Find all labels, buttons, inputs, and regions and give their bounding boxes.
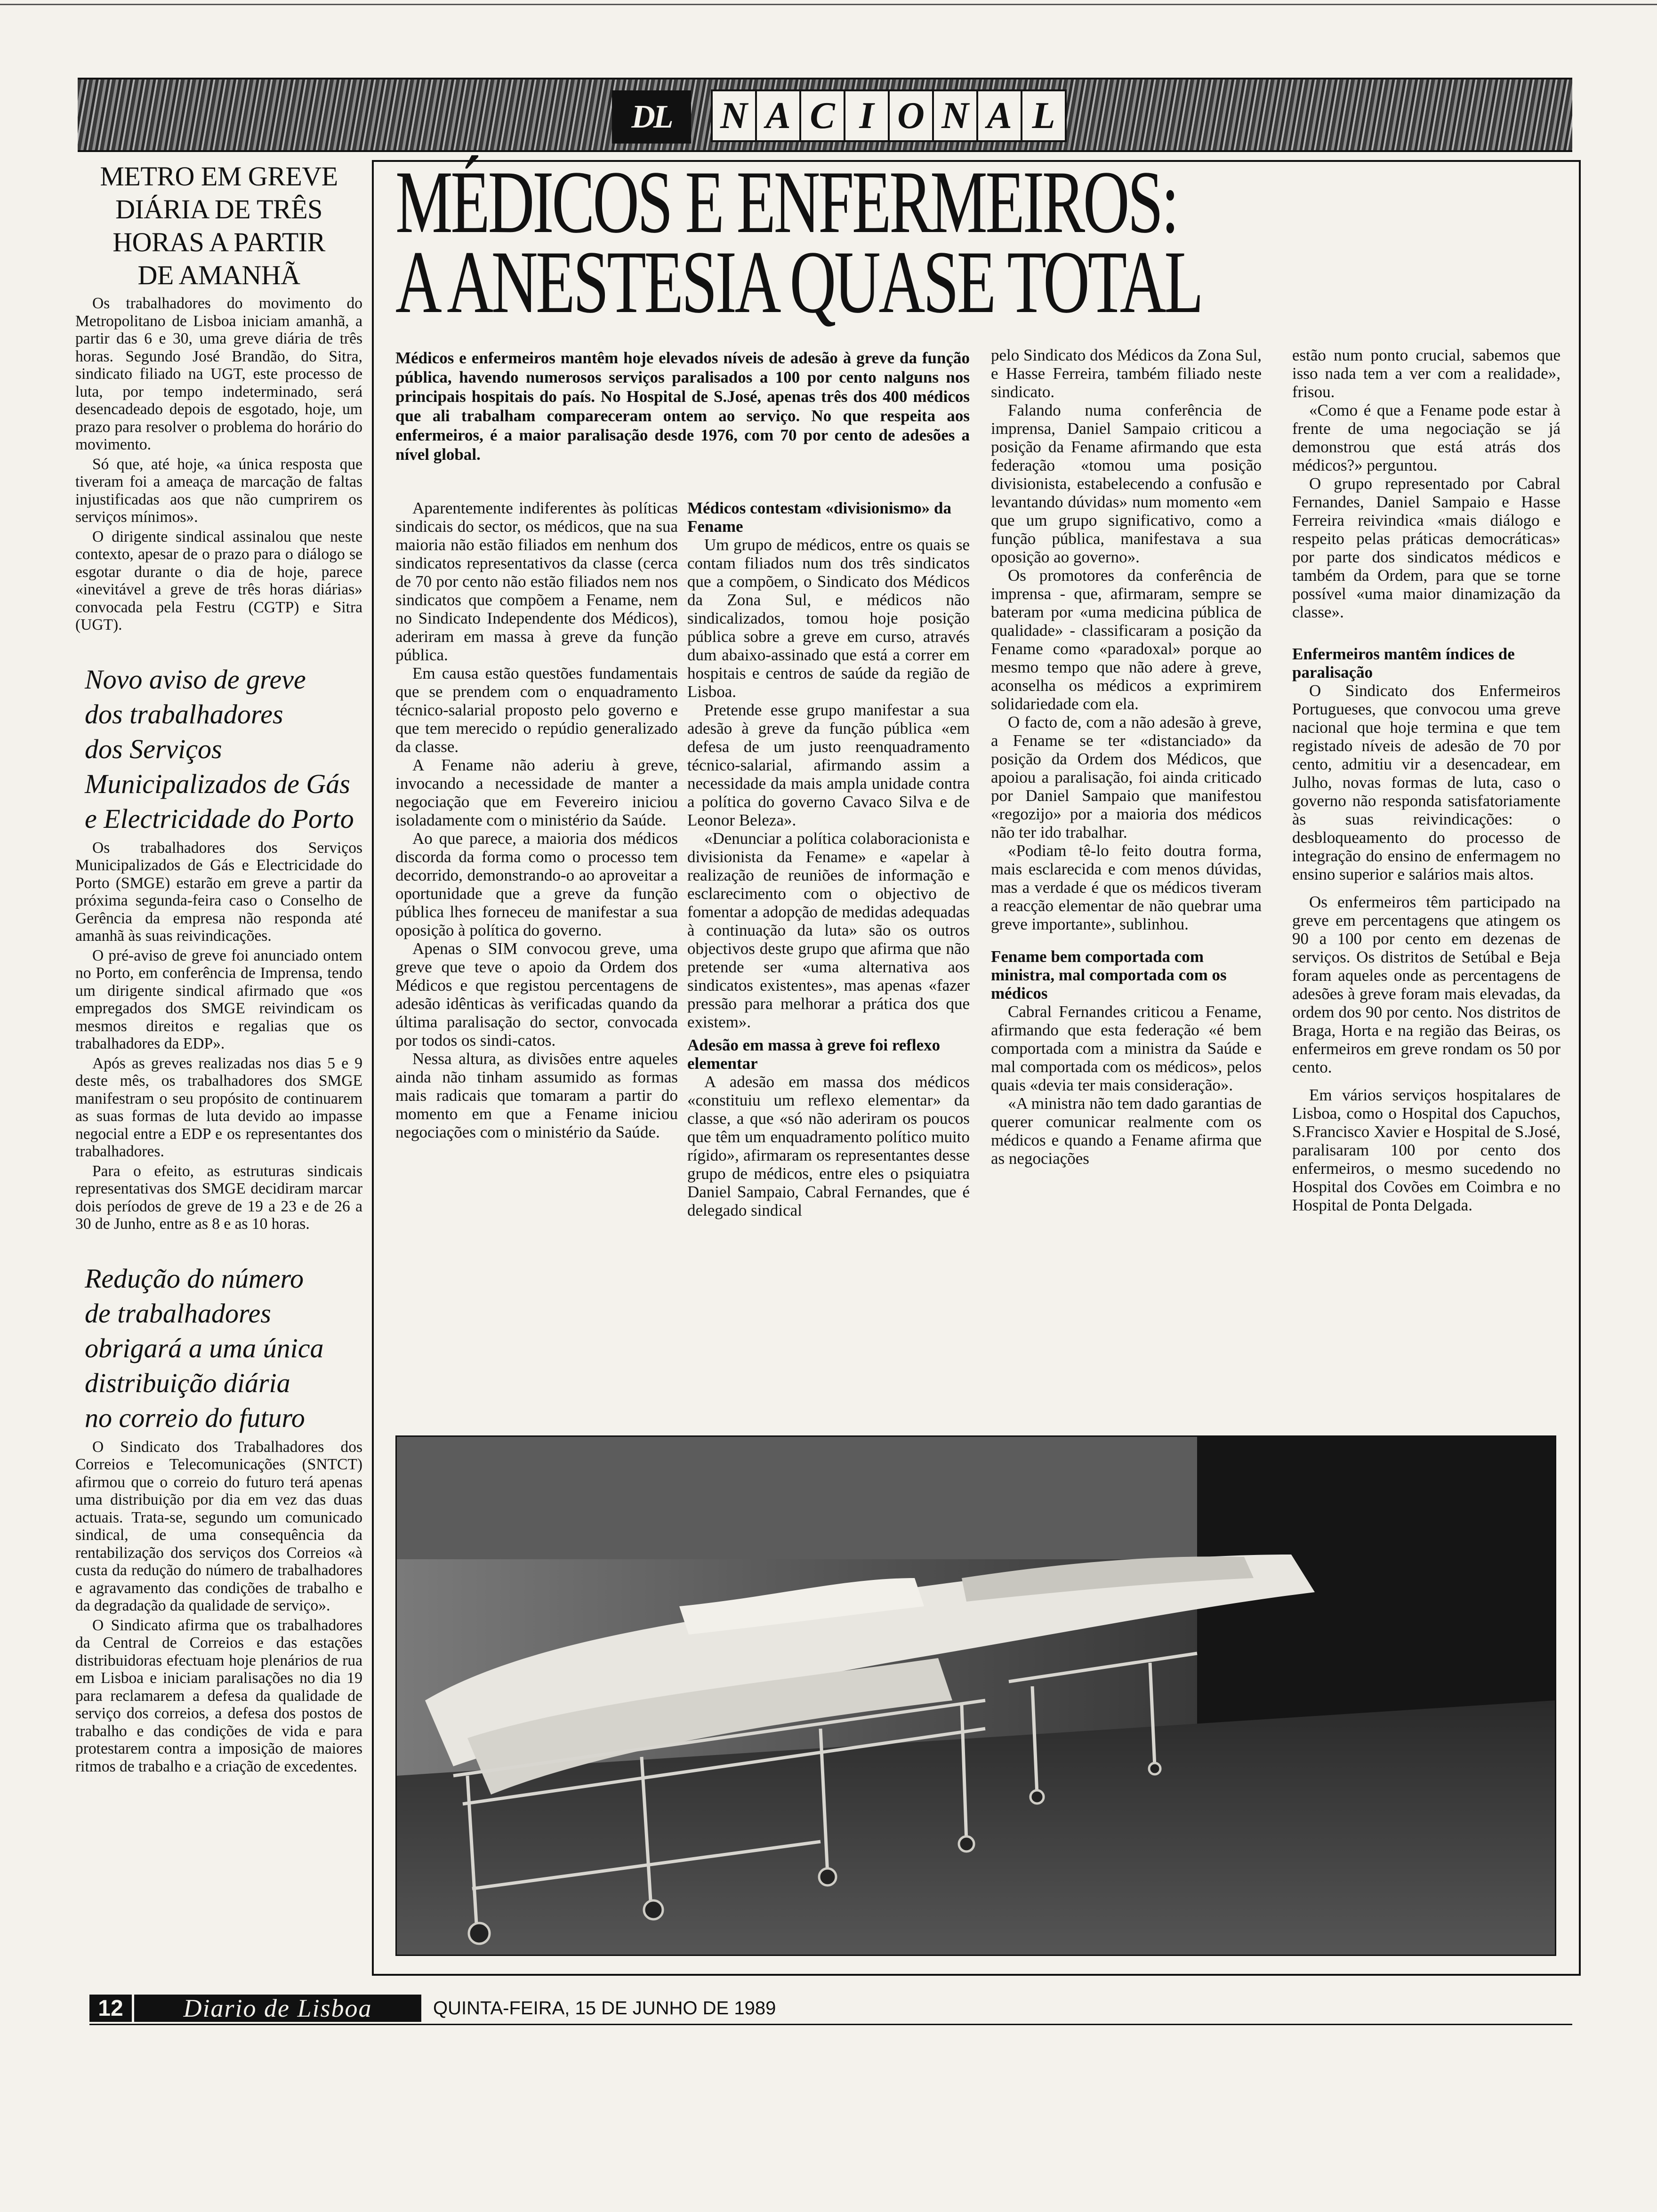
paragraph: Ao que parece, a maioria dos médicos discorda da forma como o processo tem decorrido, demonstrando-o ao aproveitar a oportunidade que a greve da função pública lhes forneceu de manifestar a sua oposição à política do governo. <box>395 829 678 939</box>
paragraph: Só que, até hoje, «a única resposta que tiveram foi a ameaça de marcação de faltas injustificadas aos que não cumprirem os serviços mínimos». <box>75 455 362 526</box>
headline-line: Municipalizados de Gás <box>85 768 350 799</box>
paragraph: pelo Sindicato dos Médicos da Zona Sul, e Hasse Ferreira, também filiado neste sindicato. <box>991 346 1262 401</box>
paragraph: Os promotores da conferência de imprensa - que, afirmaram, sempre se bateram por «uma medicina pública de qualidade» - classificaram a posição da Fename como «paradoxal» porque ao mesmo tempo que não adere à greve, aconselha os médicos a exprimirem solidariedade com ela. <box>991 566 1262 713</box>
article-column-4 <box>1292 346 1560 1214</box>
headline-line: MÉDICOS E ENFERMEIROS: <box>395 153 1177 252</box>
paragraph: Os trabalhadores dos Serviços Municipalizados de Gás e Electricidade do Porto (SMGE) estarão em greve a partir da próxima segunda-feira caso o Conselho de Gerência da empresa não responda até amanhã às suas reivindicações. <box>75 839 362 945</box>
paragraph: «Denunciar a política colaboracionista e divisionista da Fename» e «apelar à realização de reuniões de informação e esclarecimento com o objectivo de fomentar a adopção de medidas adequadas à continuação da luta» são os outros objectivos deste grupo que afirma que não pretende ser «uma alternativa aos sindicatos existentes», mas apenas «fazer pressão para melhorar a prática dos que existem». <box>687 829 970 1031</box>
paragraph: estão num ponto crucial, sabemos que isso nada tem a ver com a realidade», frisou. <box>1292 346 1560 401</box>
footer-rule <box>89 2024 1572 2025</box>
section-letter: A <box>976 89 1022 142</box>
section-letter: C <box>799 89 845 142</box>
paragraph: Apenas o SIM convocou greve, uma greve que teve o apoio da Ordem dos Médicos e que registou percentagens de adesão idênticas às verificadas quando da última paralisação do sector, convocada por todos os sindi-catos. <box>395 939 678 1050</box>
headline-line: e Electricidade do Porto <box>85 803 354 834</box>
paragraph: O pré-aviso de greve foi anunciado ontem no Porto, em conferência de Imprensa, tendo um dirigente sindical afirmado que «os empregados dos SMGE reivindicam os mesmos direitos e regalias que os trabalhadores da EDP». <box>75 946 362 1052</box>
headline-line: A ANESTESIA QUASE TOTAL <box>395 233 1202 332</box>
paragraph: «Como é que a Fename pode estar à frente de uma negociação se já demonstrou que está atrás dos médicos?» perguntou. <box>1292 401 1560 474</box>
paragraph: Aparentemente indiferentes às políticas sindicais do sector, os médicos, que na sua maioria não estão filiados em nenhum dos sindicatos representativos da classe (cerca de 70 por cento não estão filiados nem nos sindicatos que compõem a Fename, nem no Sindicato Independente dos Médicos), aderiram em massa à greve da função pública. <box>395 499 678 664</box>
article-lead: Médicos e enfermeiros mantêm hoje elevados níveis de adesão à greve da função pública, havendo numerosos serviços paralisados a 100 por cento nalguns nos principais hospitais do país. No Hospital de S.José, apenas três dos 400 médicos que ali trabalham compareceram ontem ao serviço. No que respeita aos enfermeiros, é a maior paralisação desde 1976, com 70 por cento de adesões a nível global. <box>395 349 970 464</box>
paragraph: Pretende esse grupo manifestar a sua adesão à greve da função pública «em defesa de um justo reenquadramento técnico-salarial, afirmando assim a necessidade da mais ampla unidade contra a política do governo Cavaco Silva e de Leonor Beleza». <box>687 701 970 829</box>
newspaper-logo: DL <box>612 90 691 144</box>
paragraph: O Sindicato dos Trabalhadores dos Correios e Telecomunicações (SNTCT) afirmou que o correio do futuro terá apenas uma distribuição por dia em vez das duas actuais. Trata-se, segundo um comunicado sindical, de uma consequência da rentabilização dos serviços dos Correios «à custa da redução do número de trabalhadores e agravamento das condições de trabalho e da degradação da qualidade de serviço». <box>75 1438 362 1614</box>
headline-line: Novo aviso de greve <box>85 664 306 695</box>
headline-line: de trabalhadores <box>85 1298 271 1329</box>
paragraph: O Sindicato dos Enfermeiros Portugueses, que convocou uma greve nacional que hoje termina e que tem registado níveis de adesão de 70 por cento, admitiu vir a desencadear, em Julho, novas formas de luta, caso o governo não responda satisfatoriamente às suas reivindicações: o desbloqueamento do processo de integração do ensino de enfermagem no ensino superior e salários mais altos. <box>1292 681 1560 883</box>
article-column-3 <box>991 346 1262 1168</box>
story-body <box>75 295 362 634</box>
article-column-1 <box>395 499 678 1141</box>
paragraph: «A ministra não tem dado garantias de querer comunicar realmente com os médicos e quando a Fename afirma que as negociações <box>991 1094 1262 1168</box>
paragraph: «Podiam tê-lo feito doutra forma, mais esclarecida e com menos dúvidas, mas a verdade é que os médicos tiveram a reacção elementar de não quebrar uma greve importante», sublinhou. <box>991 842 1262 933</box>
headline-line: Redução do número <box>85 1263 304 1294</box>
headline-line: dos trabalhadores <box>85 698 283 729</box>
story-body <box>75 1438 362 1776</box>
paragraph: A adesão em massa dos médicos «constituiu um reflexo elementar» da classe, a que «só não aderiram os poucos que têm um enquadramento político muito rígido», afirmaram os representantes desse grupo de médicos, entre eles o psiquiatra Daniel Sampaio, Cabral Fernandes, que é delegado sindical <box>687 1073 970 1219</box>
paragraph: Nessa altura, as divisões entre aqueles ainda não tinham assumido as formas mais radicais que tomaram a partir do momento em que a Fename iniciou negociações com o ministério da Saúde. <box>395 1050 678 1141</box>
paragraph: O Sindicato afirma que os trabalhadores da Central de Correios e das estações distribuidoras efectuam hoje plenários de rua em Lisboa e iniciam paralisações no dia 19 para reclamarem a defesa da qualidade de serviço dos correios, a defesa dos postos de trabalho e das condições de vida e para protestarem contra a imposição de maiores ritmos de trabalho e a criação de excedentes. <box>75 1616 362 1775</box>
paragraph: O dirigente sindical assinalou que neste contexto, apesar de o prazo para o diálogo se esgotar durante o dia de hoje, parece «inevitável a greve de três horas diárias» convocada pela Festru (CGTP) e Sitra (UGT). <box>75 528 362 633</box>
sidebar-column <box>75 155 362 1981</box>
newspaper-name: Diario de Lisboa <box>134 1995 421 2022</box>
headline-line: distribuição diária <box>85 1367 290 1398</box>
paragraph: Para o efeito, as estruturas sindicais representativas dos SMGE decidiram marcar dois períodos de greve de 19 a 23 e de 26 a 30 de Junho, entre as 8 e as 10 horas. <box>75 1162 362 1233</box>
section-letter: N <box>711 89 757 142</box>
story-headline <box>85 662 362 836</box>
paragraph: A Fename não aderiu à greve, invocando a necessidade de manter a negociação que em Fevereiro iniciou isoladamente com o ministério da Saúde. <box>395 756 678 829</box>
paragraph: Um grupo de médicos, entre os quais se contam filiados num dos três sindicatos que a compõem, o Sindicato dos Médicos da Zona Sul, e médicos não sindicalizados, tomou hoje posição pública sobre a greve em curso, através dum abaixo-assinado que está a correr em hospitais e centros de saúde da região de Lisboa. <box>687 536 970 701</box>
section-letter: I <box>844 89 890 142</box>
paragraph: Cabral Fernandes criticou a Fename, afirmando que esta federação «é bem comportada com a ministra da Saúde e mal comportada com os médicos», pelos quais «devia ter mais consideração». <box>991 1002 1262 1094</box>
paragraph: O facto de, com a não adesão à greve, a Fename se ter «distanciado» da posição da Ordem dos Médicos, que apoiou a paralisação, foi ainda criticado por Daniel Sampaio que manifestou «regozijo» por a maioria dos médicos não ter ido trabalhar. <box>991 713 1262 842</box>
section-label <box>711 89 1065 141</box>
subheading: Médicos contestam «divisionismo» da Fename <box>687 499 951 536</box>
headline-line: DIÁRIA DE TRÊS <box>115 194 322 224</box>
article-column-2 <box>687 499 970 1219</box>
story-body <box>75 839 362 1233</box>
subheading: Enfermeiros mantêm índices de paralisação <box>1292 645 1515 681</box>
paragraph: Em causa estão questões fundamentais que se prendem com o enquadramento técnico-salarial proposto pelo governo e que tem merecido o repúdio generalizado da classe. <box>395 664 678 756</box>
issue-date: QUINTA-FEIRA, 15 DE JUNHO DE 1989 <box>433 1997 776 2019</box>
headline-line: HORAS A PARTIR <box>113 227 325 257</box>
top-rule <box>0 4 1657 5</box>
headline-line: obrigará a uma única <box>85 1332 324 1363</box>
headline-line: DE AMANHÃ <box>137 260 300 290</box>
story-headline <box>75 160 362 292</box>
headline-line: METRO EM GREVE <box>100 161 338 192</box>
hospital-corridor-photo <box>395 1435 1556 1956</box>
paragraph: Falando numa conferência de imprensa, Daniel Sampaio criticou a posição da Fename afirmando que esta federação «tomou uma posição divisionista, estabelecendo a confusão e levantando dúvidas» num momento «em que um grupo significativo, como a função pública, manifestava a sua oposição ao governo». <box>991 401 1262 566</box>
main-headline <box>395 153 1229 332</box>
paragraph: Em vários serviços hospitalares de Lisboa, como o Hospital dos Capuchos, S.Francisco Xavier e Hospital de S.José, paralisaram 100 por cento dos enfermeiros, o mesmo sucedendo no Hospital dos Covões em Coimbra e no Hospital de Ponta Delgada. <box>1292 1086 1560 1214</box>
headline-line: no correio do futuro <box>85 1402 305 1433</box>
section-letter: N <box>932 89 978 142</box>
headline-line: dos Serviços <box>85 733 222 764</box>
subheading: Adesão em massa à greve foi reflexo elementar <box>687 1036 941 1073</box>
section-letter: O <box>888 89 934 142</box>
page-number: 12 <box>89 1995 132 2022</box>
paragraph: Os enfermeiros têm participado na greve em percentagens que atingem os 90 a 100 por cento em dezenas de serviços. Os distritos de Setúbal e Beja foram aqueles onde as percentagens de adesões à greve foram mais elevadas, da ordem dos 90 por cento. Nos distritos de Braga, Horta e na região das Beiras, os enfermeiros em greve rondam os 50 por cento. <box>1292 893 1560 1076</box>
story-headline <box>85 1261 362 1435</box>
section-letter: L <box>1021 89 1067 142</box>
paragraph: O grupo representado por Cabral Fernandes, Daniel Sampaio e Hasse Ferreira reivindica «mais diálogo e respeito pelas práticas democráticas» por parte dos sindicatos médicos e também da Ordem, para que se torne possível «uma maior dinamização da classe». <box>1292 474 1560 621</box>
paragraph: Após as greves realizadas nos dias 5 e 9 deste mês, os trabalhadores dos SMGE manifestram o seu propósito de continuarem as suas formas de luta devido ao impasse negocial entre a EDP e os representantes dos trabalhadores. <box>75 1054 362 1160</box>
subheading: Fename bem comportada com ministra, mal comportada com os médicos <box>991 947 1227 1002</box>
paragraph: Os trabalhadores do movimento do Metropolitano de Lisboa iniciam amanhã, a partir das 6 e 30, uma greve diária de três horas. Segundo José Brandão, do Sitra, sindicato filiado na UGT, este processo de luta, por tempo indeterminado, será desencadeado depois de esgotado, hoje, um prazo para resolver o problema do horário do movimento. <box>75 295 362 453</box>
section-letter: A <box>755 89 801 142</box>
